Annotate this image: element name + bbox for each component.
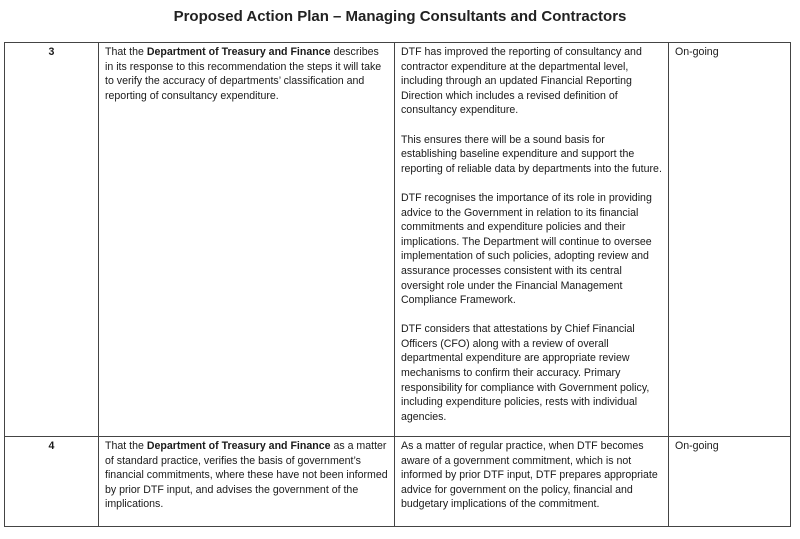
response-paragraph: DTF has improved the reporting of consultancy and contractor expenditure at the departmental level, including through an updated Financial Reporting Direction which includes a revised definition of consultancy expenditure. (401, 46, 642, 117)
recommendation-suffix: as a matter of standard practice, verifies the basis of government’s financial commitments, where these have not been informed by prior DTF input, and advises the government of the implications. (105, 440, 388, 511)
response-paragraph: DTF recognises the importance of its role in providing advice to the Government in relation to its financial commitments and expenditure policies and their implications. The Department will continue to oversee implementation of such policies, adopting review and assurance processes consistent with its central oversight role under the Financial Management Compliance Framework. (401, 191, 652, 307)
response-paragraph: As a matter of regular practice, when DTF becomes aware of a government commitment, which is not informed by prior DTF input, DTF prepares appropriate advice for government on the policy, financial and budgetary implications of the commitment. (401, 440, 658, 511)
response-text (395, 437, 669, 527)
recommendation-prefix: That the (105, 46, 147, 58)
recommendation-number: 4 (5, 437, 99, 527)
status-text: On-going (669, 437, 791, 527)
action-plan-table (4, 42, 791, 527)
recommendation-entity: Department of Treasury and Finance (146, 440, 331, 452)
recommendation-suffix: describes in its response to this recommendation the steps it will take to verify the accuracy of departments’ classification and reporting of consultancy expenditure. (105, 46, 382, 102)
response-paragraph: This ensures there will be a sound basis for establishing baseline expenditure and support the reporting of reliable data by departments into the future. (401, 133, 662, 175)
response-paragraph: DTF considers that attestations by Chief Financial Officers (CFO) along with a review of overall departmental expenditure are appropriate review mechanisms to confirm their accuracy. Primary responsibility for compliance with Government policy, including expenditure policies, rests with individual agencies. (401, 323, 650, 423)
recommendation-text (99, 437, 395, 527)
page-title: Proposed Action Plan – Managing Consultants and Contractors (173, 8, 627, 25)
recommendation-entity: Department of Treasury and Finance (146, 46, 331, 58)
status-text: On-going (669, 43, 791, 437)
recommendation-number: 3 (5, 43, 99, 437)
recommendation-text (99, 43, 395, 437)
table-row (5, 437, 791, 527)
table-row (5, 43, 791, 437)
response-text (395, 43, 669, 437)
recommendation-prefix: That the (105, 440, 147, 452)
